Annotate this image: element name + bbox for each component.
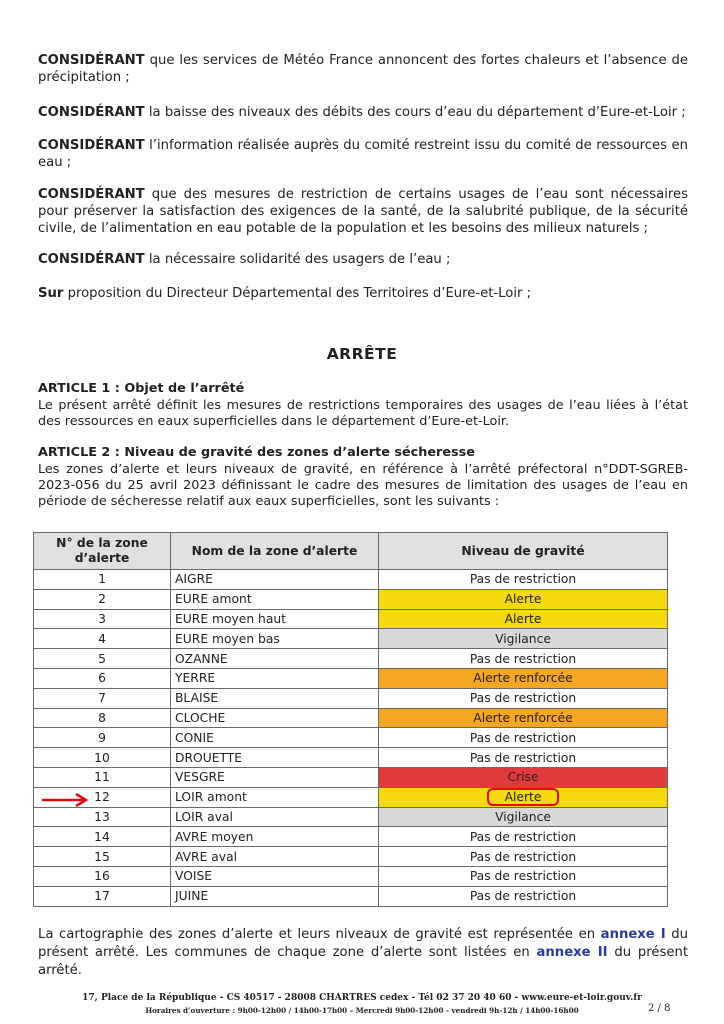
gravity-level-cell: Alerte xyxy=(379,589,668,609)
considerant-keyword: CONSIDÉRANT xyxy=(38,105,145,120)
red-arrow-icon xyxy=(40,793,90,807)
considerant-text: la baisse des niveaux des débits des cours d’eau du département d’Eure-et-Loir ; xyxy=(144,105,686,120)
considerant-3 xyxy=(38,137,688,171)
considerant-keyword: CONSIDÉRANT xyxy=(38,53,145,68)
table-row xyxy=(34,728,668,748)
table-row xyxy=(34,609,668,629)
zone-number-cell: 10 xyxy=(34,748,171,768)
considerant-keyword: CONSIDÉRANT xyxy=(38,252,145,267)
zone-number-cell: 12 xyxy=(34,787,171,807)
table-row xyxy=(34,827,668,847)
footer-address: 17, Place de la République - CS 40517 - 28008 CHARTRES cedex - Tél 02 37 20 40 60 - www.eure-et-loir.gouv.fr xyxy=(82,993,642,1003)
header-zone-number: N° de la zone d’alerte xyxy=(34,533,171,570)
zone-number-cell: 14 xyxy=(34,827,171,847)
gravity-level-cell: Vigilance xyxy=(379,629,668,649)
gravity-level-cell: Alerte xyxy=(379,609,668,629)
zone-name-cell: OZANNE xyxy=(171,649,379,669)
table-row xyxy=(34,787,668,807)
zone-number-cell: 16 xyxy=(34,866,171,886)
zone-number-cell: 3 xyxy=(34,609,171,629)
article-2-title: ARTICLE 2 : Niveau de gravité des zones d’alerte sécheresse xyxy=(38,445,475,460)
considerant-1 xyxy=(38,52,688,86)
gravity-level-cell: Vigilance xyxy=(379,807,668,827)
note-text: La cartographie des zones d’alerte et leurs niveaux de gravité est représentée en xyxy=(38,927,601,942)
zone-name-cell: AVRE moyen xyxy=(171,827,379,847)
gravity-level-cell: Pas de restriction xyxy=(379,827,668,847)
gravity-level-cell: Pas de restriction xyxy=(379,748,668,768)
gravity-level-cell: Crise xyxy=(379,767,668,787)
page-title: ARRÊTE xyxy=(326,345,398,363)
zone-name-cell: LOIR aval xyxy=(171,807,379,827)
zone-name-cell: YERRE xyxy=(171,668,379,688)
considerant-keyword: CONSIDÉRANT xyxy=(38,187,145,202)
table-row xyxy=(34,668,668,688)
considerant-2 xyxy=(38,104,688,121)
header-gravity-level: Niveau de gravité xyxy=(379,533,668,570)
table-row xyxy=(34,847,668,867)
zone-number-cell: 17 xyxy=(34,886,171,906)
considerant-text: la nécessaire solidarité des usagers de l’eau ; xyxy=(144,252,451,267)
gravity-level-cell: Pas de restriction xyxy=(379,649,668,669)
table-row xyxy=(34,886,668,906)
annexe-2-link[interactable]: annexe II xyxy=(536,945,608,960)
annexe-1-link[interactable]: annexe I xyxy=(600,927,666,942)
gravity-level-cell: Pas de restriction xyxy=(379,570,668,590)
zone-number-cell: 1 xyxy=(34,570,171,590)
zone-name-cell: EURE amont xyxy=(171,589,379,609)
zone-number-cell: 15 xyxy=(34,847,171,867)
zone-number-cell: 11 xyxy=(34,767,171,787)
zone-number-cell: 2 xyxy=(34,589,171,609)
zone-number-cell: 13 xyxy=(34,807,171,827)
zone-name-cell: BLAISE xyxy=(171,688,379,708)
table-row xyxy=(34,708,668,728)
table-row xyxy=(34,748,668,768)
gravity-level-cell: Pas de restriction xyxy=(379,866,668,886)
page-number: 2 / 8 xyxy=(648,1003,671,1014)
zone-name-cell: VOISE xyxy=(171,866,379,886)
gravity-level-cell: Pas de restriction xyxy=(379,728,668,748)
footer-hours: Horaires d’ouverture : 9h00-12h00 / 14h00-17h00 – Mercredi 9h00-12h00 - vendredi 9h-12h / 14h00-16h00 xyxy=(145,1006,579,1015)
gravity-level-cell: Alerte renforcée xyxy=(379,708,668,728)
article-2-text: Les zones d’alerte et leurs niveaux de gravité, en référence à l’arrêté préfectoral n°DDT-SGREB-2023-056 du 25 avril 2023 définissant le cadre des mesures de limitation des usages de l’eau en période de sécheresse relatif aux eaux superficielles, sont les suivants : xyxy=(38,462,688,509)
gravity-level-cell: Pas de restriction xyxy=(379,688,668,708)
considerant-text: proposition du Directeur Départemental des Territoires d’Eure-et-Loir ; xyxy=(63,286,532,301)
table-body xyxy=(34,570,668,907)
considerant-keyword: Sur xyxy=(38,286,64,301)
cartography-note xyxy=(38,926,688,980)
zone-name-cell: CONIE xyxy=(171,728,379,748)
gravity-level-cell: Pas de restriction xyxy=(379,847,668,867)
sur-proposition xyxy=(38,285,688,302)
zone-name-cell: EURE moyen bas xyxy=(171,629,379,649)
table-row xyxy=(34,807,668,827)
note-text: du présent arrêté. xyxy=(38,945,688,978)
zone-name-cell: DROUETTE xyxy=(171,748,379,768)
highlighted-level: Alerte xyxy=(487,788,560,806)
zone-name-cell: AIGRE xyxy=(171,570,379,590)
header-zone-name: Nom de la zone d’alerte xyxy=(171,533,379,570)
gravity-level-cell xyxy=(379,787,668,807)
table-row xyxy=(34,589,668,609)
alert-zones-table xyxy=(33,532,668,907)
table-row xyxy=(34,649,668,669)
table-header-row xyxy=(34,533,668,570)
table-row xyxy=(34,570,668,590)
considerant-text: que les services de Météo France annoncent des fortes chaleurs et l’absence de précipitation ; xyxy=(38,53,688,85)
considerant-4 xyxy=(38,186,688,237)
zone-number-cell: 6 xyxy=(34,668,171,688)
zone-number-cell: 5 xyxy=(34,649,171,669)
zone-number-cell: 4 xyxy=(34,629,171,649)
considerant-text: que des mesures de restriction de certains usages de l’eau sont nécessaires pour préserver la satisfaction des exigences de la santé, de la salubrité publique, de la sécurité civile, de l’alimentation en eau potable de la population et les besoins des milieux naturels ; xyxy=(38,187,688,236)
zone-name-cell: CLOCHE xyxy=(171,708,379,728)
article-1-text: Le présent arrêté définit les mesures de restrictions temporaires des usages de l’eau liées à l’état des ressources en eaux superficielles dans le département d’Eure-et-Loir. xyxy=(38,398,688,429)
note-text: du présent arrêté. Les communes de chaque zone d’alerte sont listées en xyxy=(38,927,688,960)
zone-name-cell: LOIR amont xyxy=(171,787,379,807)
table-row xyxy=(34,629,668,649)
zone-name-cell: EURE moyen haut xyxy=(171,609,379,629)
zone-name-cell: JUINE xyxy=(171,886,379,906)
table-row xyxy=(34,688,668,708)
considerant-text: l’information réalisée auprès du comité restreint issu du comité de ressources en eau ; xyxy=(38,138,688,170)
zone-number-cell: 9 xyxy=(34,728,171,748)
zone-name-cell: AVRE aval xyxy=(171,847,379,867)
article-1-title: ARTICLE 1 : Objet de l’arrêté xyxy=(38,381,245,396)
gravity-level-cell: Pas de restriction xyxy=(379,886,668,906)
zone-name-cell: VESGRE xyxy=(171,767,379,787)
table-row xyxy=(34,767,668,787)
table-row xyxy=(34,866,668,886)
considerant-keyword: CONSIDÉRANT xyxy=(38,138,145,153)
zone-number-cell: 7 xyxy=(34,688,171,708)
considerant-5 xyxy=(38,251,688,268)
zone-number-cell: 8 xyxy=(34,708,171,728)
gravity-level-cell: Alerte renforcée xyxy=(379,668,668,688)
